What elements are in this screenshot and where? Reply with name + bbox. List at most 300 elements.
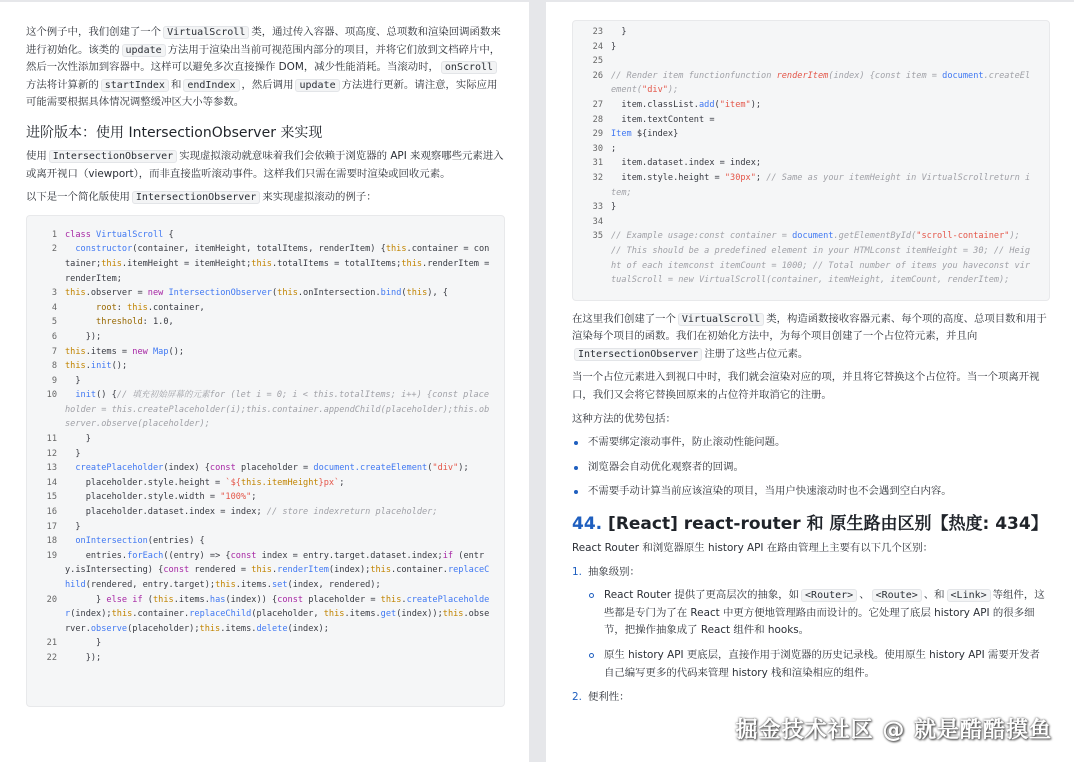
code-text <box>65 549 490 593</box>
code-token: this <box>442 609 464 620</box>
line-number: 7 <box>51 346 57 357</box>
code-line <box>35 461 490 476</box>
code-token: onIntersection <box>75 536 148 547</box>
item-label: 便利性： <box>588 691 630 704</box>
inline-code: IntersectionObserver <box>132 191 260 204</box>
code-token: { <box>163 229 174 240</box>
code-line <box>581 156 1035 171</box>
code-token: set <box>271 580 288 590</box>
code-token: . <box>85 361 91 372</box>
code-text <box>65 359 490 374</box>
code-token: this <box>323 609 345 620</box>
line-number: 2 <box>51 244 57 255</box>
code-token: this <box>251 565 272 576</box>
code-text <box>65 490 490 505</box>
code-token: `${ <box>225 477 241 488</box>
code-token: .items. <box>235 580 272 590</box>
line-number: 28 <box>592 114 603 125</box>
line-number: 3 <box>51 288 57 299</box>
code-token: .onIntersection. <box>297 288 381 299</box>
code-token: .items. <box>173 594 210 605</box>
code-text <box>65 432 490 447</box>
code-token: (index); <box>287 623 329 634</box>
code-line <box>35 447 490 462</box>
code-token: placeholder = <box>303 594 381 605</box>
code-token: .container. <box>391 565 448 576</box>
code-token: this <box>215 580 236 590</box>
ordered-item <box>572 689 1050 707</box>
code-text <box>65 447 490 462</box>
advantages-list <box>572 434 1050 501</box>
code-token: }); <box>65 652 102 663</box>
code-text <box>65 636 490 651</box>
code-token: ( <box>142 594 153 605</box>
line-number: 1 <box>51 229 57 240</box>
code-token: renderItem <box>776 70 829 81</box>
code-token: new <box>147 288 169 299</box>
code-text <box>611 200 1035 215</box>
code-token: this <box>380 594 402 605</box>
sub-list <box>572 587 1050 682</box>
code-token: ( <box>401 288 407 299</box>
code-text <box>611 229 1035 287</box>
text: 注册了这些占位元素。 <box>704 347 809 360</box>
code-text <box>65 286 490 301</box>
code-token: class <box>65 229 97 240</box>
code-token: ((entry) => { <box>163 550 231 561</box>
line-number: 33 <box>592 202 603 213</box>
code-token: this <box>152 594 174 605</box>
code-token: .createElement( <box>611 70 1031 96</box>
code-token: ); <box>458 463 469 474</box>
code-text <box>611 25 1035 40</box>
code-token: } <box>611 202 617 213</box>
line-number: 26 <box>592 70 603 81</box>
code-token: this <box>127 302 148 313</box>
code-token: } <box>611 27 627 37</box>
text: 在这里我们创建了一个 <box>572 312 676 325</box>
code-token: .itemHeight = itemHeight; <box>121 258 252 269</box>
code-token: (index)); <box>396 609 443 620</box>
code-text <box>611 171 1035 200</box>
code-token: this <box>251 258 272 269</box>
code-line <box>35 286 490 301</box>
line-number: 31 <box>592 158 603 169</box>
code-token: (index); <box>328 565 371 576</box>
code-token: "div" <box>642 85 668 96</box>
section-title-text: [React] react-router 和 原生路由区别【热度: 434】 <box>608 514 1048 535</box>
code-token: this <box>65 346 86 357</box>
code-token: . <box>271 565 278 576</box>
text: 来实现虚拟滚动的例子： <box>262 191 377 204</box>
code-token: } <box>65 448 81 459</box>
code-token: Map <box>152 346 169 357</box>
code-token: } <box>65 375 81 386</box>
watermark: 掘金技术社区 @ 就是酷酷摸鱼 <box>735 718 1052 743</box>
code-token: (container, itemHeight, totalItems, renderItem) { <box>132 244 386 255</box>
code-token: init <box>75 390 97 401</box>
code-text <box>65 345 490 360</box>
code-line <box>35 651 490 666</box>
code-token: .totalItems = totalItems; <box>271 258 402 269</box>
line-number: 13 <box>46 463 57 474</box>
line-number: 14 <box>46 477 57 488</box>
inline-code: VirtualScroll <box>678 313 764 326</box>
code-token: . <box>401 594 407 605</box>
code-token: .items. <box>220 623 257 634</box>
inline-code: endIndex <box>183 79 239 92</box>
code-line <box>35 345 490 360</box>
code-token <box>65 390 75 400</box>
code-token <box>611 56 616 66</box>
line-number: 25 <box>592 56 603 67</box>
code-line <box>35 636 490 651</box>
code-token: rendered = <box>189 565 252 576</box>
code-text <box>611 142 1035 157</box>
code-line <box>581 215 1035 230</box>
line-number: 21 <box>46 638 57 649</box>
code-token: Item <box>611 129 632 140</box>
code-token: // 填充初始屏幕的元素for (let i = 0; i < this.totalItems; i++) {const placeholder = this.createPlaceholder(i);this.container.appendChild(placeholder);this.observer.observe(placeholder); <box>65 390 490 430</box>
code-token: const <box>209 463 236 474</box>
text: 、 <box>859 589 870 602</box>
code-token: add <box>698 99 715 110</box>
code-text <box>611 98 1035 113</box>
code-line <box>581 40 1035 55</box>
code-token: const <box>163 565 190 576</box>
code-token: document <box>792 231 834 242</box>
code-token: .container = container; <box>65 244 490 269</box>
code-line <box>581 98 1035 113</box>
code-text <box>611 40 1035 55</box>
code-text <box>611 127 1035 142</box>
paragraph-router-intro: React Router 和浏览器原生 history API 在路由管理上主要有以下几个区别： <box>572 542 934 555</box>
code-token: this <box>370 565 392 576</box>
line-number: 5 <box>51 317 57 328</box>
line-number: 35 <box>592 231 603 242</box>
code-token: ( <box>714 99 720 110</box>
item-number: 2. <box>572 691 582 704</box>
code-token: } <box>65 434 91 445</box>
code-text <box>65 388 490 432</box>
code-token: document.createElement <box>313 463 428 474</box>
code-token: bind <box>380 288 402 299</box>
pdf-page-left <box>0 2 529 762</box>
code-token: ; <box>611 143 617 154</box>
code-token: this <box>101 258 122 269</box>
code-line <box>35 549 490 593</box>
line-number: 32 <box>592 172 603 183</box>
code-token: ; <box>251 492 257 503</box>
code-token: // Example usage:const container = <box>611 231 793 242</box>
text: 类，通过传入容器、项高度、总项数和渲染回调函数来进行初始化。该类的 <box>26 26 501 56</box>
text: 、和 <box>923 589 945 602</box>
code-token: forEach <box>127 550 164 561</box>
list-item <box>572 587 1050 640</box>
code-token: (entries) { <box>147 536 205 547</box>
code-token: "item" <box>719 99 751 110</box>
code-text <box>65 374 490 389</box>
code-token <box>65 244 75 254</box>
code-token: document <box>942 70 984 81</box>
code-token: () { <box>96 390 117 401</box>
text: 使用 <box>26 149 47 162</box>
code-token: (index) {const item = <box>828 70 943 81</box>
line-number: 30 <box>592 143 603 154</box>
inline-code: update <box>122 44 166 57</box>
code-token: observe <box>90 623 128 634</box>
line-number: 15 <box>46 492 57 503</box>
code-token: placeholder.style.width = <box>65 492 221 503</box>
code-token: (index)) { <box>225 594 278 605</box>
code-token: renderItem <box>277 565 329 576</box>
page-content <box>26 24 505 707</box>
code-text <box>65 242 495 286</box>
code-text <box>65 593 490 637</box>
ordered-item <box>572 564 1050 582</box>
code-token: .container, <box>147 302 205 313</box>
code-token: "100%" <box>220 492 252 503</box>
code-token: this <box>385 244 407 255</box>
code-token: // store indexreturn placeholder; <box>266 507 438 518</box>
code-token: }); <box>65 331 102 342</box>
code-token: this.itemHeight <box>240 477 319 488</box>
list-item: 不需要手动计算当前应该渲染的项目，当用户快速滚动时也不会遇到空白内容。 <box>572 483 1050 501</box>
code-line <box>35 593 490 637</box>
code-token <box>65 536 75 546</box>
code-line <box>35 374 490 389</box>
text: ，然后调用 <box>241 78 294 91</box>
code-text <box>65 301 490 316</box>
code-token: .items. <box>344 609 381 620</box>
code-token: (placeholder, <box>251 609 324 620</box>
code-text <box>611 156 1035 171</box>
pdf-page-right <box>546 2 1074 762</box>
code-token: .container. <box>132 609 190 620</box>
code-token: item.classList. <box>611 99 699 110</box>
code-text <box>65 651 490 666</box>
code-token: ); // This should be a predefined element in your HTMLconst itemHeight = 30; // Height of each itemconst itemCount = 1000; // Total number of items you haveconst virtualScroll = new VirtualScroll(container, itemHeight, itemCount, renderItem); <box>611 231 1031 286</box>
code-token: has <box>209 594 226 605</box>
line-number: 34 <box>592 216 603 227</box>
text: 这个例子中，我们创建了一个 <box>26 26 162 38</box>
code-token: VirtualScroll <box>96 229 164 240</box>
paragraph-viewport: 当一个占位元素进入到视口中时，我们就会渲染对应的项，并且将它替换这个占位符。当一个项离开视口，我们又会将它替换回原来的占位符并取消它的注册。 <box>572 371 1040 402</box>
code-token: } <box>611 41 617 52</box>
line-number: 8 <box>51 361 57 372</box>
code-token: } <box>65 594 107 605</box>
line-number: 24 <box>592 41 603 52</box>
code-token: (entry.isIntersecting) { <box>65 550 485 576</box>
inline-code: onScroll <box>441 61 497 74</box>
code-line <box>581 171 1035 200</box>
line-number: 22 <box>46 652 57 663</box>
code-token: (index, rendered); <box>287 580 381 590</box>
code-token: this <box>401 258 423 269</box>
code-line <box>35 520 490 535</box>
text: 等组件，这些都是专门为了在 React 中更方便地管理路由而设计的。它处理了底层 history API 的很多细节，把操作抽象成了 React 组件和 hooks。 <box>604 589 1045 637</box>
code-text <box>65 534 490 549</box>
inline-code: VirtualScroll <box>163 26 249 39</box>
code-token: // Render item function <box>611 70 730 81</box>
inline-code: IntersectionObserver <box>49 150 177 163</box>
code-token: } <box>65 521 81 532</box>
code-token <box>65 463 75 473</box>
code-token: this <box>111 609 133 620</box>
code-text <box>65 330 490 345</box>
code-token: root <box>96 302 117 313</box>
code-line <box>581 229 1035 287</box>
code-token: createPlaceholder <box>65 594 490 620</box>
code-line <box>581 142 1035 157</box>
code-token: delete <box>256 623 288 634</box>
code-token: else if <box>106 594 143 605</box>
paragraph-advantages: 这种方法的优势包括： <box>572 412 676 425</box>
line-number: 9 <box>51 375 57 386</box>
code-line <box>581 113 1035 128</box>
code-text <box>65 505 490 520</box>
code-token: ${index} <box>631 129 679 140</box>
code-line <box>35 330 490 345</box>
code-token <box>65 317 96 327</box>
inline-code: <Router> <box>801 589 857 602</box>
code-line <box>581 69 1035 98</box>
code-token: placeholder.style.height = <box>65 477 226 488</box>
code-token: get <box>380 609 397 620</box>
code-token: const <box>277 594 304 605</box>
paragraph-virtualscroll-intro <box>26 24 505 112</box>
code-line <box>35 505 490 520</box>
code-block <box>26 215 505 707</box>
code-token: } <box>65 638 102 649</box>
code-token: index = entry.target.dataset.index; <box>256 550 443 561</box>
line-number: 12 <box>46 448 57 459</box>
line-number: 4 <box>51 302 57 313</box>
line-number: 27 <box>592 99 603 110</box>
code-token <box>611 217 616 227</box>
code-token: .observer = <box>85 288 148 299</box>
code-token: replaceChild <box>189 609 252 620</box>
code-token: placeholder = <box>235 463 314 474</box>
code-text <box>65 461 490 476</box>
code-token: "30px" <box>724 172 756 183</box>
code-text <box>611 215 1035 230</box>
code-text <box>611 113 1035 128</box>
code-token: function <box>730 70 777 81</box>
code-line <box>581 127 1035 142</box>
text: 类，构造函数接收容器元素、每个项的高度、总项目数和用于渲染每个项目的函数。我们在初始化方法中，为每个项目创建了一个占位符元素，并且向 <box>572 312 1047 343</box>
code-token: if <box>442 550 454 561</box>
list-item: 不需要绑定滚动事件，防止滚动性能问题。 <box>572 434 1050 452</box>
code-token: .getElementById( <box>833 231 917 242</box>
code-token: // Same as your itemHeight in VirtualScrollreturn item; <box>611 172 1031 198</box>
code-line <box>35 242 495 286</box>
code-token: .renderItem = renderItem; <box>65 258 495 284</box>
line-number: 20 <box>46 594 57 605</box>
code-token: threshold <box>96 317 143 328</box>
line-number: 23 <box>592 27 603 37</box>
list-item: 浏览器会自动优化观察者的回调。 <box>572 459 1050 477</box>
code-token: (index) { <box>163 463 210 474</box>
item-number: 1. <box>572 565 582 578</box>
code-line <box>35 315 490 330</box>
code-line <box>35 301 490 316</box>
code-line <box>35 476 490 491</box>
code-token: item.style.height = <box>611 172 725 183</box>
section-title <box>572 509 1050 534</box>
text: 实现虚拟滚动就意味着我们会依赖于浏览器的 API 来观察哪些元素进入或离开视口（viewport），而非直接监听滚动事件。这样我们只需在需要时渲染或回收元素。 <box>26 149 504 180</box>
code-token: (rendered, entry.target); <box>85 580 216 590</box>
code-block <box>572 20 1050 301</box>
code-token: ), { <box>427 288 448 299</box>
code-token: ; <box>755 172 767 183</box>
code-text <box>65 315 490 330</box>
inline-code: update <box>295 79 339 92</box>
code-token: entries. <box>65 550 128 561</box>
code-token: (); <box>168 346 185 357</box>
code-token: replaceChild <box>65 565 490 590</box>
paragraph-example-intro <box>26 189 505 207</box>
code-token: this <box>65 288 86 299</box>
text: 以下是一个简化版使用 <box>26 191 130 204</box>
line-number: 17 <box>46 521 57 532</box>
line-number: 29 <box>592 129 603 140</box>
code-token: placeholder.dataset.index = index; <box>65 507 267 518</box>
code-token: : <box>116 302 128 313</box>
inline-code: <Link> <box>947 589 991 602</box>
text: 方法用于渲染出当前可视范围内部分的项目，并将它们放到文档碎片中，然后一次性添加到容器中。这样可以避免多次直接操作 DOM，减少性能消耗。当滚动时， <box>26 43 501 74</box>
code-token <box>65 303 96 313</box>
item-label: 抽象级别： <box>588 565 640 578</box>
inline-code: IntersectionObserver <box>574 348 702 361</box>
code-token: (placeholder); <box>127 623 200 634</box>
paragraph-intersection-intro <box>26 148 505 183</box>
code-token: (index); <box>70 609 112 620</box>
code-line <box>35 490 490 505</box>
inline-code: startIndex <box>101 79 169 92</box>
text: 和 <box>170 78 182 91</box>
code-token: ); <box>667 85 679 96</box>
code-token: }px` <box>318 477 340 488</box>
code-line <box>35 534 490 549</box>
line-number: 19 <box>46 550 57 561</box>
line-number: 18 <box>46 536 57 547</box>
code-line <box>581 25 1035 40</box>
code-token: init <box>90 361 112 372</box>
line-number: 6 <box>51 331 57 342</box>
page-content <box>572 20 1050 713</box>
inline-code: <Route> <box>872 589 922 602</box>
line-number: 16 <box>46 507 57 518</box>
section-number: 44. <box>572 514 603 535</box>
code-token: item.dataset.index = index; <box>611 158 762 169</box>
code-token: : 1.0, <box>142 317 174 328</box>
code-text <box>65 476 490 491</box>
code-token: .observer. <box>65 609 490 634</box>
section-heading: 进阶版本：使用 IntersectionObserver 来实现 <box>26 124 323 141</box>
code-token: "scroll-container" <box>916 231 1010 242</box>
list-item: 原生 history API 更底层，直接作用于浏览器的历史记录栈。使用原生 history API 需要开发者自己编写更多的代码来管理 history 栈和渲染相应的组件。 <box>572 647 1050 682</box>
code-token: ( <box>271 288 278 299</box>
code-text <box>611 69 1035 98</box>
code-token: ( <box>427 463 433 474</box>
code-line <box>581 200 1035 215</box>
code-token: constructor <box>75 244 133 255</box>
code-token: this <box>65 361 86 372</box>
code-token: new <box>132 346 153 357</box>
text: 方法将计算新的 <box>26 78 99 91</box>
code-line <box>35 388 490 432</box>
